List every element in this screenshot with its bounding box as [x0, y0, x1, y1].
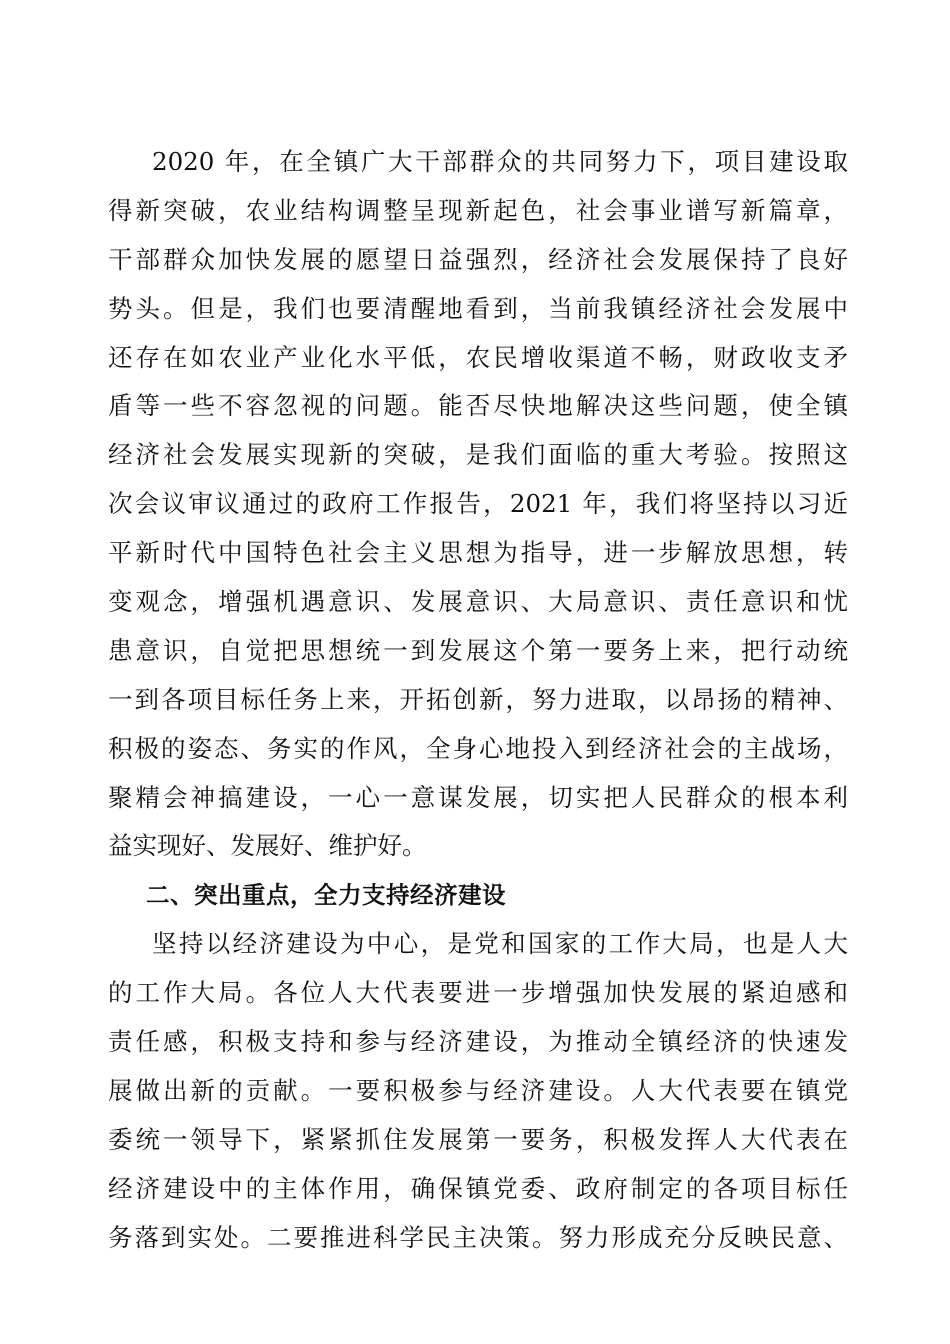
paragraph-line: 平新时代中国特色社会主义思想为指导，进一步解放思想，转 [108, 538, 848, 568]
paragraph-line: 展做出新的贡献。一要积极参与经济建设。人大代表要在镇党 [108, 1075, 848, 1105]
paragraph-line: 还存在如农业产业化水平低，农民增收渠道不畅，财政收支矛 [108, 342, 848, 372]
paragraph-line: 一到各项目标任务上来，开拓创新，努力进取，以昂扬的精神、 [108, 684, 848, 714]
paragraph-line: 积极的姿态、务实的作风，全身心地投入到经济社会的主战场， [108, 733, 848, 763]
paragraph-line: 务落到实处。二要推进科学民主决策。努力形成充分反映民意、 [108, 1222, 848, 1252]
paragraph-line: 干部群众加快发展的愿望日益强烈，经济社会发展保持了良好 [108, 244, 848, 274]
paragraph-1 [108, 138, 848, 871]
paragraph-line: 势头。但是，我们也要清醒地看到，当前我镇经济社会发展中 [108, 293, 848, 323]
paragraph-line: 经济建设中的主体作用，确保镇党委、政府制定的各项目标任 [108, 1173, 848, 1203]
paragraph-line: 次会议审议通过的政府工作报告，2021 年，我们将坚持以习近 [108, 489, 848, 519]
document-body [108, 138, 848, 1262]
paragraph-2 [108, 920, 848, 1262]
paragraph-line: 盾等一些不容忽视的问题。能否尽快地解决这些问题，使全镇 [108, 391, 848, 421]
paragraph-line: 责任感，积极支持和参与经济建设，为推动全镇经济的快速发 [108, 1027, 848, 1057]
paragraph-line: 患意识，自觉把思想统一到发展这个第一要务上来，把行动统 [108, 635, 848, 665]
paragraph-line: 聚精会神搞建设，一心一意谋发展，切实把人民群众的根本利 [108, 782, 848, 812]
paragraph-line: 益实现好、发展好、维护好。 [108, 831, 427, 861]
paragraph-line: 变观念，增强机遇意识、发展意识、大局意识、责任意识和忧 [108, 587, 848, 617]
paragraph-line: 委统一领导下，紧紧抓住发展第一要务，积极发挥人大代表在 [108, 1124, 848, 1154]
paragraph-line: 的工作大局。各位人大代表要进一步增强加快发展的紧迫感和 [108, 978, 848, 1008]
paragraph-line: 得新突破，农业结构调整呈现新起色，社会事业谱写新篇章， [108, 195, 848, 225]
paragraph-line: 经济社会发展实现新的突破，是我们面临的重大考验。按照这 [108, 440, 848, 470]
paragraph-line: 坚持以经济建设为中心，是党和国家的工作大局，也是人大 [152, 929, 848, 959]
paragraph-line: 2020 年，在全镇广大干部群众的共同努力下，项目建设取 [152, 147, 848, 176]
section-heading: 二、突出重点，全力支持经济建设 [146, 881, 506, 910]
